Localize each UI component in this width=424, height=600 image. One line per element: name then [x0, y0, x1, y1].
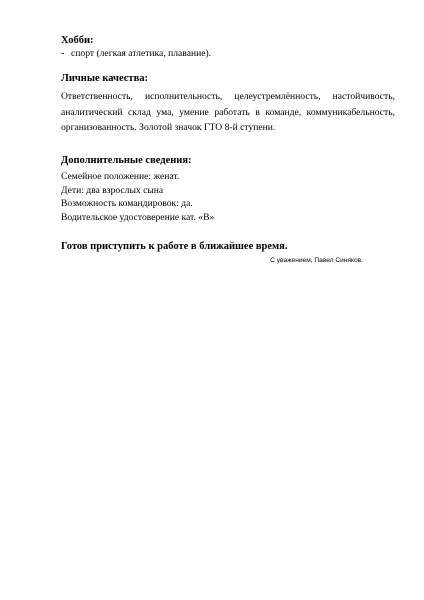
- additional-line-license: Водительское удостоверение кат. «В»: [61, 211, 215, 223]
- personal-line-3: организованность. Золотой значок ГТО 8-й ступени.: [61, 122, 276, 133]
- hobby-item: [61, 47, 395, 60]
- additional-line-travel: Возможность командировок: да.: [61, 198, 193, 209]
- hobby-heading: Хобби:: [61, 35, 94, 46]
- bullet-dash: -: [61, 48, 65, 59]
- additional-line-marital: Семейное положение: женат.: [61, 171, 180, 182]
- personal-line-1: Ответственность, исполнительность, целеустремлённость, настойчивость,: [61, 91, 395, 102]
- additional-list: [61, 170, 395, 224]
- additional-section: [61, 154, 395, 224]
- personal-text: [61, 89, 395, 136]
- hobby-item-text: спорт (легкая атлетика, плавание).: [71, 48, 212, 59]
- additional-line-children: Дети: два взрослых сына: [61, 184, 164, 196]
- additional-heading: Дополнительные сведения:: [61, 155, 192, 166]
- personal-line-2: аналитический склад ума, умение работать в команде, коммуникабельность,: [61, 106, 395, 118]
- ready-statement: Готов приступить к работе в ближайшее время.: [61, 241, 288, 252]
- personal-section: [61, 72, 395, 136]
- signature: С уважением, Павел Синяков.: [270, 257, 363, 264]
- hobby-section: [61, 34, 395, 60]
- personal-heading: Личные качества:: [61, 73, 148, 84]
